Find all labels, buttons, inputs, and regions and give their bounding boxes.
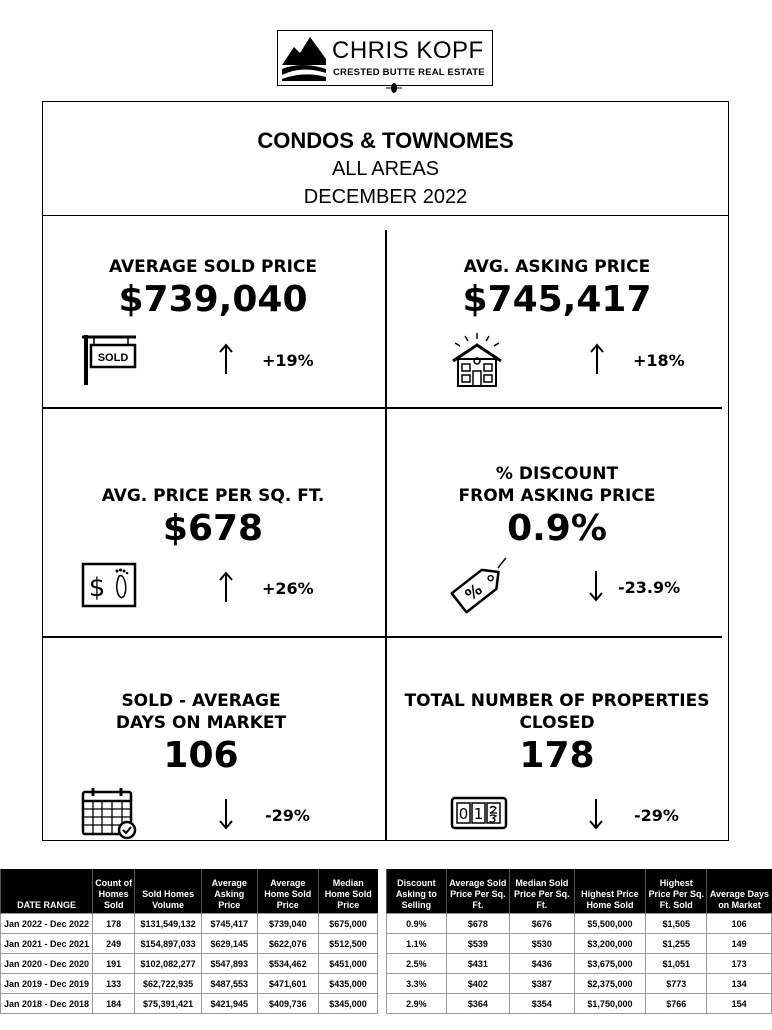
table-row bbox=[1, 994, 378, 1014]
column-header: Highest Price Per Sq. Ft. Sold bbox=[646, 869, 707, 914]
table-row bbox=[387, 934, 772, 954]
metric-price-sqft bbox=[42, 485, 384, 551]
table-cell: 191 bbox=[93, 954, 135, 974]
arrow-down-icon bbox=[589, 570, 603, 602]
table-header-row bbox=[1, 869, 378, 914]
table-cell: Jan 2020 - Dec 2020 bbox=[1, 954, 93, 974]
table-cell: $102,082,277 bbox=[135, 954, 202, 974]
metric-title: AVG. ASKING PRICE bbox=[463, 257, 651, 277]
table-cell: $2,375,000 bbox=[574, 974, 645, 994]
metric-title-line2: FROM ASKING PRICE bbox=[458, 486, 656, 506]
metric-change: -29% bbox=[634, 806, 679, 825]
table-cell: 149 bbox=[707, 934, 772, 954]
fly-ornament-icon bbox=[384, 80, 404, 96]
metric-total-closed bbox=[386, 690, 728, 778]
table-cell: $421,945 bbox=[201, 994, 257, 1014]
table-cell: $1,750,000 bbox=[574, 994, 645, 1014]
metric-value: 106 bbox=[163, 735, 239, 776]
table-cell: 184 bbox=[93, 994, 135, 1014]
table-row bbox=[387, 994, 772, 1014]
metric-change: -23.9% bbox=[618, 578, 681, 597]
grid-divider-row2 bbox=[42, 636, 722, 638]
report-header bbox=[42, 101, 729, 216]
table-cell: $1,255 bbox=[646, 934, 707, 954]
discount-tag-icon bbox=[446, 556, 510, 614]
table-cell: $62,722,935 bbox=[135, 974, 202, 994]
brand-name: CHRIS KOPF bbox=[332, 37, 484, 64]
svg-text:SOLD: SOLD bbox=[97, 352, 129, 364]
column-header: Average Home Sold Price bbox=[257, 869, 318, 914]
table-cell: $354 bbox=[509, 994, 574, 1014]
table-cell: $409,736 bbox=[257, 994, 318, 1014]
table-cell: $131,549,132 bbox=[135, 914, 202, 934]
table-cell: 249 bbox=[93, 934, 135, 954]
table-cell: $512,500 bbox=[318, 934, 377, 954]
grid-divider-row1 bbox=[42, 407, 722, 409]
table-cell: $739,040 bbox=[257, 914, 318, 934]
table-cell: $678 bbox=[446, 914, 509, 934]
table-cell: $364 bbox=[446, 994, 509, 1014]
column-header: Average Sold Price Per Sq. Ft. bbox=[446, 869, 509, 914]
table-row bbox=[1, 914, 378, 934]
arrow-down-icon bbox=[219, 798, 233, 830]
metric-value: $745,417 bbox=[462, 279, 652, 320]
sold-sign-icon bbox=[80, 333, 138, 387]
table-cell: 1.1% bbox=[387, 934, 447, 954]
table-cell: 0.9% bbox=[387, 914, 447, 934]
metric-title: AVG. PRICE PER SQ. FT. bbox=[101, 486, 325, 506]
table-cell: $773 bbox=[646, 974, 707, 994]
metric-days-on-market bbox=[30, 690, 372, 778]
metric-value: 0.9% bbox=[507, 508, 607, 549]
table-cell: Jan 2021 - Dec 2021 bbox=[1, 934, 93, 954]
metric-title-line1: SOLD - AVERAGE bbox=[121, 691, 281, 711]
metric-value: $678 bbox=[162, 508, 264, 549]
table-cell: $3,675,000 bbox=[574, 954, 645, 974]
arrow-up-icon bbox=[219, 571, 233, 603]
column-header: Discount Asking to Selling bbox=[387, 869, 447, 914]
table-cell: 154 bbox=[707, 994, 772, 1014]
brand-tagline: CRESTED BUTTE REAL ESTATE bbox=[333, 67, 485, 78]
column-header: Average Asking Price bbox=[201, 869, 257, 914]
column-header: Median Sold Price Per Sq. Ft. bbox=[509, 869, 574, 914]
column-header: Median Home Sold Price bbox=[318, 869, 377, 914]
table-cell: 3.3% bbox=[387, 974, 447, 994]
table-cell: 133 bbox=[93, 974, 135, 994]
mountain-logo-icon bbox=[282, 35, 326, 81]
table-cell: $387 bbox=[509, 974, 574, 994]
table-cell: $3,200,000 bbox=[574, 934, 645, 954]
metric-title-line1: TOTAL NUMBER OF PROPERTIES bbox=[404, 691, 710, 711]
table-cell: $676 bbox=[509, 914, 574, 934]
metric-avg-sold bbox=[42, 256, 384, 322]
arrow-up-icon bbox=[590, 343, 604, 375]
report-area: ALL AREAS bbox=[331, 158, 440, 180]
table-header-row bbox=[387, 869, 772, 914]
table-cell: $539 bbox=[446, 934, 509, 954]
counter-digit: 1 bbox=[473, 805, 484, 823]
table-cell: 178 bbox=[93, 914, 135, 934]
table-cell: $471,601 bbox=[257, 974, 318, 994]
dollar-footprint-icon bbox=[81, 562, 137, 608]
table-cell: $745,417 bbox=[201, 914, 257, 934]
svg-text:%: % bbox=[461, 579, 486, 605]
column-header: Sold Homes Volume bbox=[135, 869, 202, 914]
table-cell: $675,000 bbox=[318, 914, 377, 934]
table-row bbox=[387, 914, 772, 934]
metric-title: AVERAGE SOLD PRICE bbox=[108, 257, 318, 277]
svg-text:$: $ bbox=[88, 573, 106, 603]
table-cell: $436 bbox=[509, 954, 574, 974]
table-cell: $629,145 bbox=[201, 934, 257, 954]
table-cell: $75,391,421 bbox=[135, 994, 202, 1014]
table-cell: $435,000 bbox=[318, 974, 377, 994]
table-cell: $534,462 bbox=[257, 954, 318, 974]
table-cell: $487,553 bbox=[201, 974, 257, 994]
table-cell: $345,000 bbox=[318, 994, 377, 1014]
table-cell: $431 bbox=[446, 954, 509, 974]
report-period: DECEMBER 2022 bbox=[303, 186, 468, 208]
table-cell: $1,051 bbox=[646, 954, 707, 974]
metric-title-line2: DAYS ON MARKET bbox=[115, 713, 287, 733]
counter-digit: 0 bbox=[458, 805, 469, 823]
stats-table-right bbox=[386, 869, 772, 1014]
metric-change: +19% bbox=[262, 351, 314, 370]
metric-avg-asking bbox=[386, 256, 728, 322]
table-cell: $451,000 bbox=[318, 954, 377, 974]
column-header: Highest Price Home Sold bbox=[574, 869, 645, 914]
table-cell: 2.5% bbox=[387, 954, 447, 974]
house-icon bbox=[449, 331, 505, 389]
table-row bbox=[1, 974, 378, 994]
table-cell: $766 bbox=[646, 994, 707, 1014]
table-cell: $154,897,033 bbox=[135, 934, 202, 954]
table-cell: $1,505 bbox=[646, 914, 707, 934]
table-row bbox=[387, 974, 772, 994]
table-cell: Jan 2022 - Dec 2022 bbox=[1, 914, 93, 934]
table-cell: 106 bbox=[707, 914, 772, 934]
counter-icon bbox=[450, 796, 508, 830]
column-header: Count of Homes Sold bbox=[93, 869, 135, 914]
table-row bbox=[1, 934, 378, 954]
metric-value: 178 bbox=[519, 735, 595, 776]
arrow-down-icon bbox=[589, 798, 603, 830]
column-header: DATE RANGE bbox=[1, 869, 93, 914]
table-row bbox=[387, 954, 772, 974]
metric-change: +18% bbox=[633, 351, 685, 370]
stats-table-left bbox=[0, 869, 378, 1014]
metric-discount bbox=[386, 463, 728, 551]
report-title: CONDOS & TOWNOMES bbox=[257, 128, 514, 153]
brand-logo bbox=[277, 30, 493, 86]
metric-title-line2: CLOSED bbox=[519, 713, 595, 733]
table-cell: Jan 2018 - Dec 2018 bbox=[1, 994, 93, 1014]
table-row bbox=[1, 954, 378, 974]
column-header: Average Days on Market bbox=[707, 869, 772, 914]
table-cell: $402 bbox=[446, 974, 509, 994]
table-cell: $5,500,000 bbox=[574, 914, 645, 934]
table-cell: 173 bbox=[707, 954, 772, 974]
table-cell: $547,893 bbox=[201, 954, 257, 974]
arrow-up-icon bbox=[219, 343, 233, 375]
table-cell: 2.9% bbox=[387, 994, 447, 1014]
metric-value: $739,040 bbox=[118, 279, 308, 320]
table-cell: $530 bbox=[509, 934, 574, 954]
metric-title-line1: % DISCOUNT bbox=[495, 464, 619, 484]
calendar-icon bbox=[80, 786, 138, 840]
metric-change: -29% bbox=[265, 806, 310, 825]
table-cell: 134 bbox=[707, 974, 772, 994]
table-cell: $622,076 bbox=[257, 934, 318, 954]
metric-change: +26% bbox=[262, 579, 314, 598]
table-cell: Jan 2019 - Dec 2019 bbox=[1, 974, 93, 994]
